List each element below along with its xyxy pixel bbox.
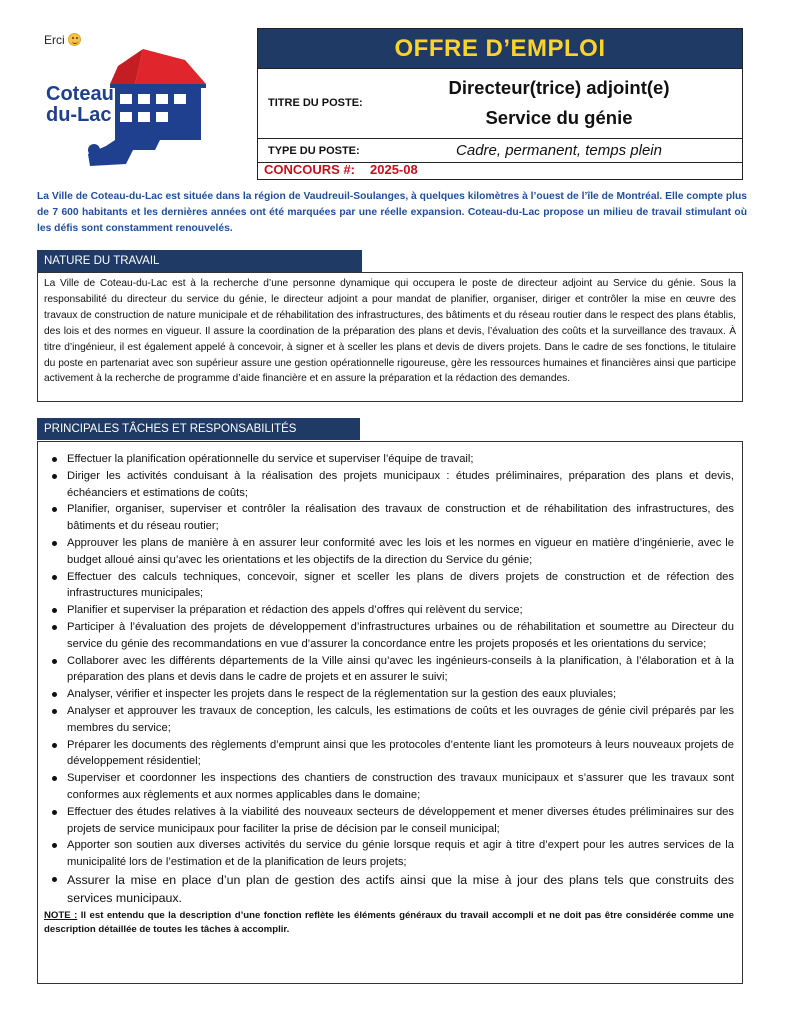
logo-text-line2: du-Lac: [46, 104, 112, 126]
list-item-text: Préparer les documents des règlements d’emprunt ainsi que les protocoles d’entente liant les promoteurs à leurs nouveaux projets de développement résidentiel;: [67, 738, 734, 768]
job-header-box: [257, 28, 743, 180]
intro-paragraph: La Ville de Coteau-du-Lac est située dans la région de Vaudreuil-Soulanges, à quelques kilomètres à l’ouest de l’île de Montréal. Elle compte plus de 7 600 habitants et les dernières années ont été marquées par une réelle expansion. Coteau-du-Lac propose un milieu de travail stimulant où les défis sont constamment renouvelés.: [37, 191, 747, 234]
bullet-icon: [52, 608, 57, 613]
job-type-label: TYPE DU POSTE:: [268, 145, 360, 157]
list-item-text: Approuver les plans de manière à en assurer leur conformité avec les lois et les normes en vigueur en matière d’ingénierie, avec le budget alloué ainsi qu’avec les orientations et les objectifs de la direction du Service du génie;: [67, 536, 734, 566]
bullet-icon: [52, 575, 57, 580]
list-item: [44, 535, 734, 569]
logo-roof-band: [110, 84, 206, 88]
bullet-icon: [52, 692, 57, 697]
tasks-heading: PRINCIPALES TÂCHES ET RESPONSABILITÉS: [37, 418, 360, 440]
bullet-icon: [52, 776, 57, 781]
bullet-icon: [52, 659, 57, 664]
bullet-icon: [52, 743, 57, 748]
bullet-icon: [52, 507, 57, 512]
list-item-text: Effectuer la planification opérationnelle du service et superviser l’équipe de travail;: [67, 453, 474, 465]
job-title-label: TITRE DU POSTE:: [268, 97, 363, 109]
list-item: [44, 653, 734, 687]
job-title-line1: Directeur(trice) adjoint(e): [448, 77, 670, 98]
list-item-text: Assurer la mise en place d’un plan de gestion des actifs ainsi que la mise à jour des plans tels que construits des services municipaux.: [67, 872, 734, 905]
list-item-text: Analyser, vérifier et inspecter les projets dans le respect de la réglementation sur la gestion des eaux pluviales;: [67, 688, 617, 701]
contest-label: CONCOURS #:: [264, 162, 356, 177]
tasks-list: [44, 451, 734, 907]
list-item: [44, 468, 734, 502]
contest-row: [258, 162, 742, 179]
note-label: NOTE :: [44, 909, 78, 921]
job-type-value: Cadre, permanent, temps plein: [456, 142, 662, 159]
list-item: [44, 501, 734, 535]
bullet-icon: [52, 709, 57, 714]
nature-text: La Ville de Coteau-du-Lac est à la recherche d’une personne dynamique qui occupera le poste de directeur adjoint au Service du génie. Sous la responsabilité du directeur du service du génie, le directeur adjoint a pour mandat de planifier, organiser, diriger et contrôler la mise en œuvre des travaux de construction de nature municipale et de réhabilitation des infrastructures, des bâtiments et du réseau routier dans le respect des plans établis, des lois et des normes en vigueur. Il assure la coordination de la préparation des plans et devis, l’évaluation des coûts et la surveillance des travaux. À titre d’ingénieur, il est également appelé à concevoir, à signer et à sceller les plans et devis de divers projets. Dans le cadre de ses fonctions, le titulaire du poste en partenariat avec son supérieur assure une gestion opérationnelle rigoureuse, gère les ressources humaines et financières ainsi que participe activement à la recherche de programme d’aide financière et en assure la préparation et la rédaction des demandes.: [37, 272, 743, 402]
job-type-row: [258, 138, 742, 162]
job-title-value: [398, 73, 720, 133]
list-item-text: Analyser et approuver les travaux de conception, les calculs, les estimations de coûts et les ouvrages de génie civil préparés par les membres du service;: [67, 704, 734, 734]
bullet-icon: [52, 625, 57, 630]
list-item: [44, 804, 734, 838]
disclaimer-note: [44, 909, 734, 937]
list-item-text: Effectuer des études relatives à la viabilité des nouveaux secteurs de développement et mener diverses études préliminaires sur des projets de service municipaux pour faciliter la prise de décision par le conseil municipal;: [67, 805, 734, 835]
job-title-row: [258, 68, 742, 138]
list-item-text: Planifier et superviser la préparation et rédaction des appels d’offres qui relèvent du service;: [67, 604, 523, 617]
logo-roof-icon: [135, 49, 206, 84]
list-item: [44, 837, 734, 871]
list-item-text: Planifier, organiser, superviser et contrôler la réalisation des travaux de construction et de réhabilitation des infrastructures, des bâtiments et du réseau routier;: [67, 503, 734, 533]
bullet-icon: [52, 810, 57, 815]
list-item: [44, 451, 734, 468]
nature-heading: NATURE DU TRAVAIL: [37, 250, 362, 272]
list-item: [44, 619, 734, 653]
note-text: Il est entendu que la description d’une fonction reflète les éléments généraux du travail accompli et ne doit pas être considérée comme une description détaillée de toutes les tâches à accomplir.: [44, 909, 734, 935]
bullet-icon: [52, 843, 57, 848]
bullet-icon: [52, 474, 57, 479]
list-item: [44, 871, 734, 907]
list-item-text: Effectuer des calculs techniques, concevoir, signer et sceller les plans de divers projets de construction et de réfection des infrastructures municipales;: [67, 570, 734, 600]
list-item: [44, 703, 734, 737]
contest-number: 2025-08: [370, 162, 418, 177]
bullet-icon: [52, 877, 57, 882]
bullet-icon: [52, 541, 57, 546]
list-item: [44, 686, 734, 703]
list-item-text: Diriger les activités conduisant à la réalisation des projets municipaux : études préliminaires, préparation des plans et devis, échéanciers et estimations de coûts;: [67, 469, 734, 499]
list-item: [44, 569, 734, 603]
list-item-text: Participer à l’évaluation des projets de développement d’infrastructures urbaines ou de réhabilitation et soumettre au Directeur du service du génie des recommandations en vue d’assurer la concordance entre les projets proposés et les orientations du service;: [67, 620, 734, 650]
job-title-line2: Service du génie: [485, 107, 633, 128]
offer-title: OFFRE D’EMPLOI: [258, 29, 742, 68]
sticky-note: [44, 33, 81, 47]
logo-text-line1: Coteau: [46, 83, 114, 105]
list-item: [44, 602, 734, 619]
logo-text: [46, 84, 114, 126]
list-item: [44, 737, 734, 771]
list-item-text: Apporter son soutien aux diverses activités du service du génie lorsque requis et agir à titre d’expert pour les autres services de la municipalité lors de l’estimation et de la planification de leurs projets;: [67, 839, 734, 869]
list-item-text: Collaborer avec les différents départements de la Ville ainsi qu’avec les ingénieurs-conseils à la planification, à l’élaboration et à la préparation des plans et devis dans le cadre de projets et en assurer le suivi;: [67, 654, 734, 684]
list-item: [44, 770, 734, 804]
bullet-icon: [52, 457, 57, 462]
sticky-note-text: Erci: [44, 33, 65, 47]
tasks-box: [37, 441, 743, 984]
list-item-text: Superviser et coordonner les inspections des chantiers de construction des travaux municipaux et s’assurer que les travaux sont conformes aux règlements et aux normes applicables dans le domaine;: [67, 772, 734, 801]
smiley-icon: [68, 33, 81, 46]
